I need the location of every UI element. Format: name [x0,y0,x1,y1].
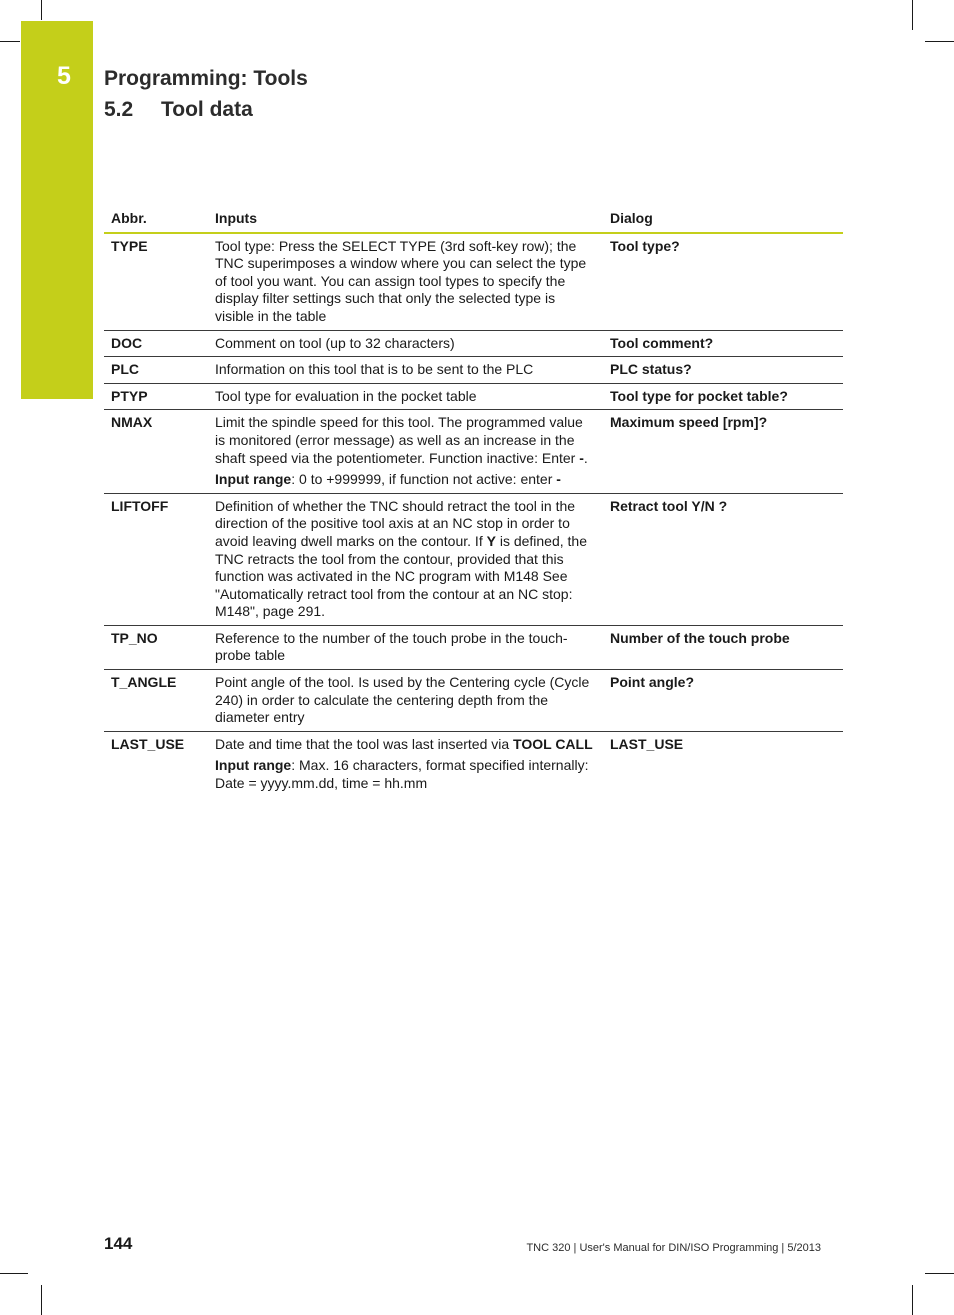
abbr-cell: PTYP [104,383,208,410]
input-range-label: Input range [215,757,292,774]
dialog-cell: PLC status? [603,357,843,384]
inputs-cell: Tool type: Press the SELECT TYPE (3rd soft-key row); the TNC superimposes a window where you can select the type of tool you want. You can assign tool types to specify the display filter settings such that only the selected type is visible in the table [208,233,603,330]
crop-mark [0,1273,28,1274]
table-row [104,330,843,357]
table-header-row [104,207,843,233]
header-inputs: Inputs [208,207,603,233]
abbr-cell: DOC [104,330,208,357]
abbr-cell: LAST_USE [111,735,185,752]
table-row [104,233,843,330]
inputs-cell: Comment on tool (up to 32 characters) [208,330,603,357]
dialog-cell: Tool type? [603,233,843,330]
crop-mark [41,0,42,20]
inputs-cell: Tool type for evaluation in the pocket table [208,383,603,410]
inputs-description [215,414,596,467]
inputs-cell: Reference to the number of the touch probe in the touch-probe table [208,625,603,669]
dialog-cell: Tool type for pocket table? [603,383,843,410]
input-range-bold-text: - [556,471,561,488]
inputs-bold-text: TOOL CALL [513,735,593,752]
tool-data-table [104,207,843,797]
footer-text: TNC 320 | User's Manual for DIN/ISO Programming | 5/2013 [526,1242,821,1254]
dialog-cell: Tool comment? [603,330,843,357]
dialog-cell: Point angle? [603,670,843,732]
dialog-cell: Maximum speed [rpm]? [603,410,843,493]
chapter-number: 5 [57,62,71,90]
table-row [104,731,843,796]
header-dialog: Dialog [603,207,843,233]
abbr-cell: TP_NO [104,625,208,669]
abbr-cell: LIFTOFF [104,493,208,625]
crop-mark [925,1273,954,1274]
header-abbr: Abbr. [104,207,208,233]
section-number: 5.2 [104,98,134,121]
inputs-bold-text: - [579,449,584,466]
input-range [215,471,596,489]
table-row [104,670,843,732]
page-number: 144 [104,1234,133,1253]
inputs-description [215,736,596,754]
inputs-text: Definition of whether the TNC should retract the tool in the direction of the positive tool axis at an NC stop in order to avoid leaving dwell marks on the contour. If [215,497,576,549]
table-row [104,493,843,625]
chapter-title: Programming: Tools [104,67,308,90]
crop-mark [912,1285,913,1315]
inputs-cell [208,410,603,493]
inputs-cell [208,731,603,796]
input-range [215,757,596,792]
abbr-cell: TYPE [104,233,208,330]
dialog-cell: Retract tool Y/N ? [603,493,843,625]
inputs-text: Limit the spindle speed for this tool. The programmed value is monitored (error message) as well as an increase in the shaft speed via the potentiometer. Function inactive: Enter [215,414,583,466]
inputs-text: is defined, the TNC retracts the tool from the contour, provided that this function was activated in the NC program with M148 See "Automatically retract tool from the contour at an NC stop: M148", page 291. [215,532,587,620]
crop-mark [912,0,913,30]
table-row [104,357,843,384]
crop-mark [925,41,954,42]
inputs-text: Date and time that the tool was last inserted via [215,735,514,752]
table-row [104,383,843,410]
abbr-cell: T_ANGLE [104,670,208,732]
inputs-cell [208,493,603,625]
crop-mark [0,41,20,42]
dialog-cell: Number of the touch probe [603,625,843,669]
input-range-text: : Max. 16 characters, format specified internally: Date = yyyy.mm.dd, time = hh.mm [215,757,589,792]
inputs-bold-text: Y [486,532,496,549]
crop-mark [41,1285,42,1315]
abbr-cell: PLC [104,357,208,384]
inputs-text: . [583,449,588,466]
input-range-text: : 0 to +999999, if function not active: enter [291,471,557,488]
section-heading [104,98,253,122]
abbr-cell: NMAX [104,410,208,493]
section-title: Tool data [161,98,253,121]
inputs-cell: Point angle of the tool. Is used by the Centering cycle (Cycle 240) in order to calculate the centering depth from the diameter entry [208,670,603,732]
input-range-label: Input range [215,471,292,488]
table-row [104,410,843,493]
inputs-cell: Information on this tool that is to be sent to the PLC [208,357,603,384]
dialog-cell: LAST_USE [610,735,684,752]
table-row [104,625,843,669]
